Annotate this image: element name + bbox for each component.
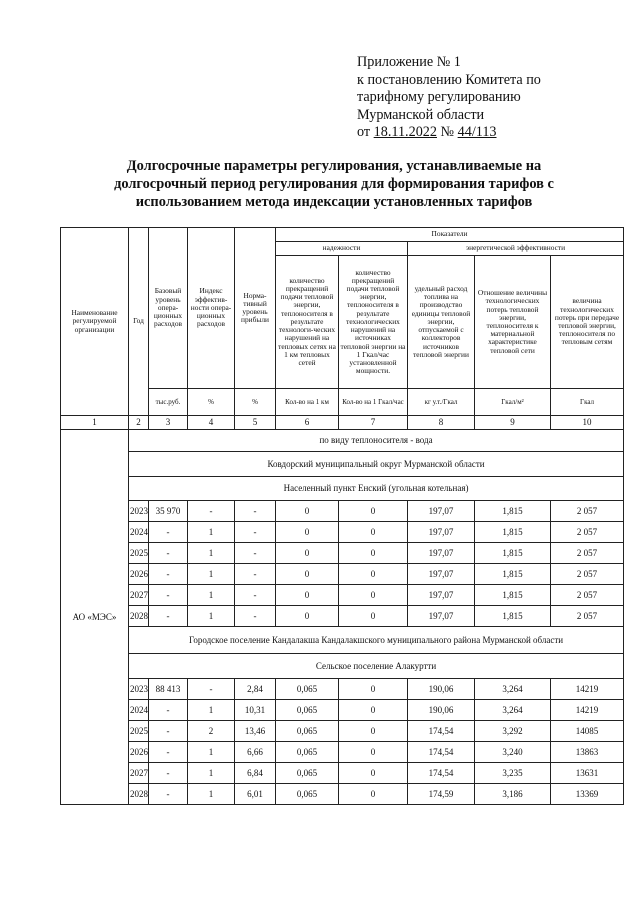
document-title	[64, 157, 604, 211]
column-number: 9	[475, 416, 551, 430]
table-cell: 0	[339, 763, 408, 784]
table-row	[61, 679, 624, 700]
table-cell: 0	[339, 700, 408, 721]
table-cell: 0	[276, 501, 339, 522]
table-cell: 0	[339, 543, 408, 564]
column-number: 10	[551, 416, 624, 430]
table-cell: 1	[188, 585, 235, 606]
table-cell: 0	[339, 784, 408, 805]
table-cell: 0,065	[276, 763, 339, 784]
table-cell: -	[235, 585, 276, 606]
header-org: Наименование регулируемой организации	[61, 228, 129, 416]
table-cell: 197,07	[408, 501, 475, 522]
table-cell: -	[235, 543, 276, 564]
settlement-2-row	[61, 654, 624, 679]
table-cell: 2 057	[551, 585, 624, 606]
table-cell: 3,186	[475, 784, 551, 805]
table-cell: -	[149, 700, 188, 721]
header-c9: Отношение величины технологических потерь тепловой энергии, теплоносителя к материальной характеристике тепловой сети	[475, 256, 551, 389]
annex-line-5	[357, 124, 627, 142]
table-cell: -	[149, 585, 188, 606]
table-cell: 174,54	[408, 721, 475, 742]
table-cell: 1	[188, 742, 235, 763]
annex-date: 18.11.2022	[373, 124, 437, 140]
table-cell: 0	[339, 679, 408, 700]
header-c8: удельный расход топлива на производство единицы тепловой энергии, отпускаемой с коллекторов источников тепловой энергии	[408, 256, 475, 389]
title-line-3: использованием метода индексации установленных тарифов	[135, 194, 533, 210]
table-cell: 1,815	[475, 606, 551, 627]
table-cell: -	[188, 501, 235, 522]
table-cell: -	[235, 501, 276, 522]
annex-line-2: к постановлению Комитета по	[357, 71, 541, 88]
table-cell: 174,54	[408, 763, 475, 784]
header-year: Год	[129, 228, 149, 416]
district-1: Ковдорский муниципальный округ Мурманской области	[129, 452, 624, 477]
table-cell: 3,235	[475, 763, 551, 784]
table-cell: 0	[276, 543, 339, 564]
table-cell: -	[235, 606, 276, 627]
table-cell: -	[149, 721, 188, 742]
table-cell: 0	[339, 721, 408, 742]
header-index: Индекс эффектив-ности опера-ционных расходов	[188, 228, 235, 389]
table-cell: 0	[339, 564, 408, 585]
table-cell: 197,07	[408, 522, 475, 543]
table-cell: 0	[339, 501, 408, 522]
table-cell: 3,240	[475, 742, 551, 763]
annex-block	[357, 54, 627, 142]
annex-from: от	[357, 124, 371, 140]
unit-cell: %	[235, 389, 276, 416]
table-cell: 2024	[129, 700, 149, 721]
table-cell: 0,065	[276, 700, 339, 721]
table-cell: 1	[188, 763, 235, 784]
table-cell: 1	[188, 700, 235, 721]
table-cell: 2025	[129, 543, 149, 564]
table-row	[61, 700, 624, 721]
column-number: 8	[408, 416, 475, 430]
header-norm: Норма-тивный уровень прибыли	[235, 228, 276, 389]
table-row	[61, 543, 624, 564]
table-cell: 0	[276, 585, 339, 606]
title-line-2: долгосрочный период регулирования для формирования тарифов с	[114, 176, 554, 192]
unit-cell: тыс.руб.	[149, 389, 188, 416]
table-cell: 2 057	[551, 522, 624, 543]
table-cell: 1,815	[475, 543, 551, 564]
settlement-1: Населенный пункт Енский (угольная котельная)	[129, 477, 624, 501]
table-cell: 14219	[551, 679, 624, 700]
annex-line-4: Мурманской области	[357, 106, 485, 123]
header-energy: энергетической эффективности	[408, 242, 624, 256]
table-row	[61, 585, 624, 606]
table-cell: 2 057	[551, 606, 624, 627]
table-cell: 6,01	[235, 784, 276, 805]
table-cell: 0	[339, 742, 408, 763]
table-cell: -	[149, 522, 188, 543]
annex-line-1: Приложение № 1	[357, 54, 461, 70]
column-number: 5	[235, 416, 276, 430]
table-cell: 13863	[551, 742, 624, 763]
table-cell: 2	[188, 721, 235, 742]
table-cell: 0	[339, 585, 408, 606]
column-number: 6	[276, 416, 339, 430]
org-name: АО «МЭС»	[61, 430, 129, 805]
column-numbers-row	[61, 416, 624, 430]
settlement-2: Сельское поселение Алакуртти	[129, 654, 624, 679]
table-cell: 2 057	[551, 564, 624, 585]
header-indicators: Показатели	[276, 228, 624, 242]
table-cell: 2026	[129, 564, 149, 585]
table-cell: 0	[276, 564, 339, 585]
table-cell: 3,292	[475, 721, 551, 742]
column-number: 7	[339, 416, 408, 430]
table-cell: 3,264	[475, 700, 551, 721]
table-cell: 1	[188, 543, 235, 564]
table-row	[61, 522, 624, 543]
table-cell: 190,06	[408, 679, 475, 700]
unit-cell: Гкал	[551, 389, 624, 416]
table-cell: 13631	[551, 763, 624, 784]
column-number: 4	[188, 416, 235, 430]
table-cell: 88 413	[149, 679, 188, 700]
table-row	[61, 721, 624, 742]
table-cell: 0,065	[276, 784, 339, 805]
district-2: Городское поселение Кандалакша Кандалакшского муниципального района Мурманской области	[129, 627, 624, 654]
table-cell: 1,815	[475, 501, 551, 522]
table-cell: -	[235, 564, 276, 585]
table-cell: 2027	[129, 763, 149, 784]
table-cell: 1	[188, 606, 235, 627]
table-cell: -	[188, 679, 235, 700]
table-cell: 6,84	[235, 763, 276, 784]
unit-cell: %	[188, 389, 235, 416]
table-cell: 0,065	[276, 721, 339, 742]
table-row	[61, 784, 624, 805]
table-cell: 2028	[129, 606, 149, 627]
table-row	[61, 742, 624, 763]
coolant-label: по виду теплоносителя - вода	[129, 430, 624, 452]
table-cell: -	[149, 784, 188, 805]
table-cell: 2027	[129, 585, 149, 606]
header-c10: величина технологических потерь при передаче тепловой энергии, теплоносителя по тепловым сетям	[551, 256, 624, 389]
settlement-1-row	[61, 477, 624, 501]
table-cell: 197,07	[408, 543, 475, 564]
header-c7: количество прекращений подачи тепловой энергии, теплоносителя в результате технологических нарушений на источниках тепловой энергии на 1 Гкал/час установленной мощности.	[339, 256, 408, 389]
table-cell: 1	[188, 564, 235, 585]
column-number: 1	[61, 416, 129, 430]
table-cell: -	[149, 564, 188, 585]
table-cell: -	[235, 522, 276, 543]
district-2-row	[61, 627, 624, 654]
table-cell: 14219	[551, 700, 624, 721]
table-row	[61, 501, 624, 522]
table-cell: 2023	[129, 501, 149, 522]
unit-cell: Гкал/м²	[475, 389, 551, 416]
table-cell: 190,06	[408, 700, 475, 721]
table-row	[61, 763, 624, 784]
table-cell: 1,815	[475, 564, 551, 585]
table-cell: 1	[188, 522, 235, 543]
table-cell: 35 970	[149, 501, 188, 522]
table-cell: 6,66	[235, 742, 276, 763]
table-cell: 2023	[129, 679, 149, 700]
table-cell: -	[149, 543, 188, 564]
table-cell: 174,59	[408, 784, 475, 805]
table-cell: 13,46	[235, 721, 276, 742]
district-1-row	[61, 452, 624, 477]
header-c6: количество прекращений подачи тепловой энергии, теплоносителя в результате технологи-ческих нарушений на тепловых сетях на 1 км тепловых сетей	[276, 256, 339, 389]
table-cell: 174,54	[408, 742, 475, 763]
table-cell: 0,065	[276, 679, 339, 700]
table-cell: 2026	[129, 742, 149, 763]
table-cell: 13369	[551, 784, 624, 805]
table-cell: 2028	[129, 784, 149, 805]
table-cell: -	[149, 763, 188, 784]
table-cell: 2 057	[551, 501, 624, 522]
table-cell: 10,31	[235, 700, 276, 721]
coolant-row	[61, 430, 624, 452]
table-cell: 1,815	[475, 522, 551, 543]
table-cell: 197,07	[408, 585, 475, 606]
table-cell: 0,065	[276, 742, 339, 763]
unit-cell: Кол-во на 1 Гкал/час	[339, 389, 408, 416]
column-number: 2	[129, 416, 149, 430]
header-base: Базовый уровень опера-ционных расходов	[149, 228, 188, 389]
table-cell: 1	[188, 784, 235, 805]
column-number: 3	[149, 416, 188, 430]
table-cell: -	[149, 606, 188, 627]
table-cell: 197,07	[408, 606, 475, 627]
table-cell: 2,84	[235, 679, 276, 700]
annex-number-sign: №	[440, 124, 455, 140]
table-cell: 197,07	[408, 564, 475, 585]
table-cell: 1,815	[475, 585, 551, 606]
table-cell: 0	[276, 522, 339, 543]
table-cell: -	[149, 742, 188, 763]
table-cell: 14085	[551, 721, 624, 742]
header-reliability: надежности	[276, 242, 408, 256]
annex-number: 44/113	[457, 124, 497, 140]
table-cell: 0	[339, 606, 408, 627]
table-cell: 2024	[129, 522, 149, 543]
table-cell: 0	[276, 606, 339, 627]
table-cell: 3,264	[475, 679, 551, 700]
annex-line-3: тарифному регулированию	[357, 89, 521, 105]
unit-cell: кг у.т./Гкал	[408, 389, 475, 416]
table-cell: 0	[339, 522, 408, 543]
table-cell: 2 057	[551, 543, 624, 564]
title-line-1: Долгосрочные параметры регулирования, устанавливаемые на	[126, 158, 542, 174]
parameters-table	[60, 227, 624, 805]
table-row	[61, 606, 624, 627]
table-cell: 2025	[129, 721, 149, 742]
table-row	[61, 564, 624, 585]
unit-cell: Кол-во на 1 км	[276, 389, 339, 416]
